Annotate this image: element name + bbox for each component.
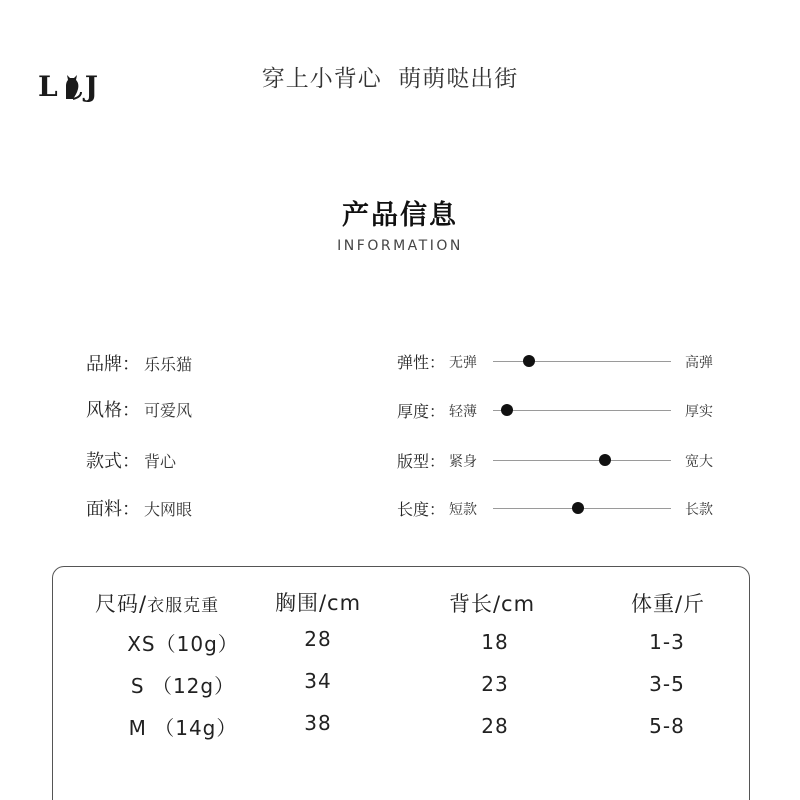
slider-high-label: 长款 (685, 502, 713, 518)
slider-track (493, 460, 671, 461)
slider-low-label: 轻薄 (449, 404, 477, 420)
attr-value: 大网眼 (144, 499, 193, 519)
slider-indicator (599, 454, 611, 466)
table-cell-back: 28 (481, 714, 509, 738)
slider-label: 版型： (397, 452, 446, 471)
table-cell-size: XS（10g） (127, 632, 239, 656)
attr-fabric (86, 495, 192, 521)
table-cell-weight: 1-3 (649, 630, 685, 654)
header-size-main: 尺码/ (95, 592, 148, 616)
attr-type (86, 447, 176, 473)
table-cell-chest: 34 (304, 669, 332, 693)
slider-thickness (397, 397, 727, 421)
attr-label: 面料： (86, 499, 140, 520)
slider-indicator (501, 404, 513, 416)
slider-label: 厚度： (397, 402, 446, 421)
header-chest: 胸围/cm (274, 591, 362, 615)
slider-length (397, 495, 727, 519)
slider-low-label: 短款 (449, 502, 477, 518)
slider-indicator (523, 355, 535, 367)
section-title: 产品信息 (342, 200, 458, 231)
slider-label: 长度： (397, 500, 446, 519)
slider-low-label: 无弹 (449, 355, 477, 371)
table-cell-size: M （14g） (128, 716, 238, 740)
header-back: 背长/cm (448, 592, 536, 616)
slider-fit (397, 447, 727, 471)
table-cell-back: 18 (481, 630, 509, 654)
table-cell-weight: 3-5 (649, 672, 685, 696)
slider-track (493, 410, 671, 411)
slider-high-label: 宽大 (685, 454, 713, 470)
slider-track (493, 361, 671, 362)
header-size-weight: 衣服克重 (147, 596, 220, 616)
logo-letter-j: J (84, 69, 99, 103)
table-cell-chest: 38 (304, 711, 332, 735)
logo-letter-l: L (38, 69, 59, 103)
attr-value: 背心 (144, 451, 177, 471)
slider-label: 弹性： (397, 353, 446, 372)
table-cell-back: 23 (481, 672, 509, 696)
table-cell-weight: 5-8 (649, 714, 685, 738)
section-subtitle: INFORMATION (337, 238, 463, 254)
slider-low-label: 紧身 (449, 454, 477, 470)
slider-high-label: 高弹 (685, 355, 713, 371)
header-weight: 体重/斤 (630, 592, 706, 616)
table-cell-chest: 28 (304, 627, 332, 651)
slider-indicator (572, 502, 584, 514)
attr-value: 乐乐猫 (144, 354, 193, 374)
table-cell-size: S （12g） (130, 674, 236, 698)
slogan: 穿上小背心 萌萌哒出街 (261, 66, 519, 92)
attr-label: 品牌： (86, 354, 140, 375)
attr-label: 款式： (86, 451, 140, 472)
attr-style (86, 396, 192, 422)
attr-value: 可爱风 (144, 400, 193, 420)
attr-brand (86, 350, 192, 376)
slider-high-label: 厚实 (685, 404, 713, 420)
attr-label: 风格： (86, 400, 140, 421)
slider-elasticity (397, 348, 727, 372)
header-size (95, 588, 219, 618)
